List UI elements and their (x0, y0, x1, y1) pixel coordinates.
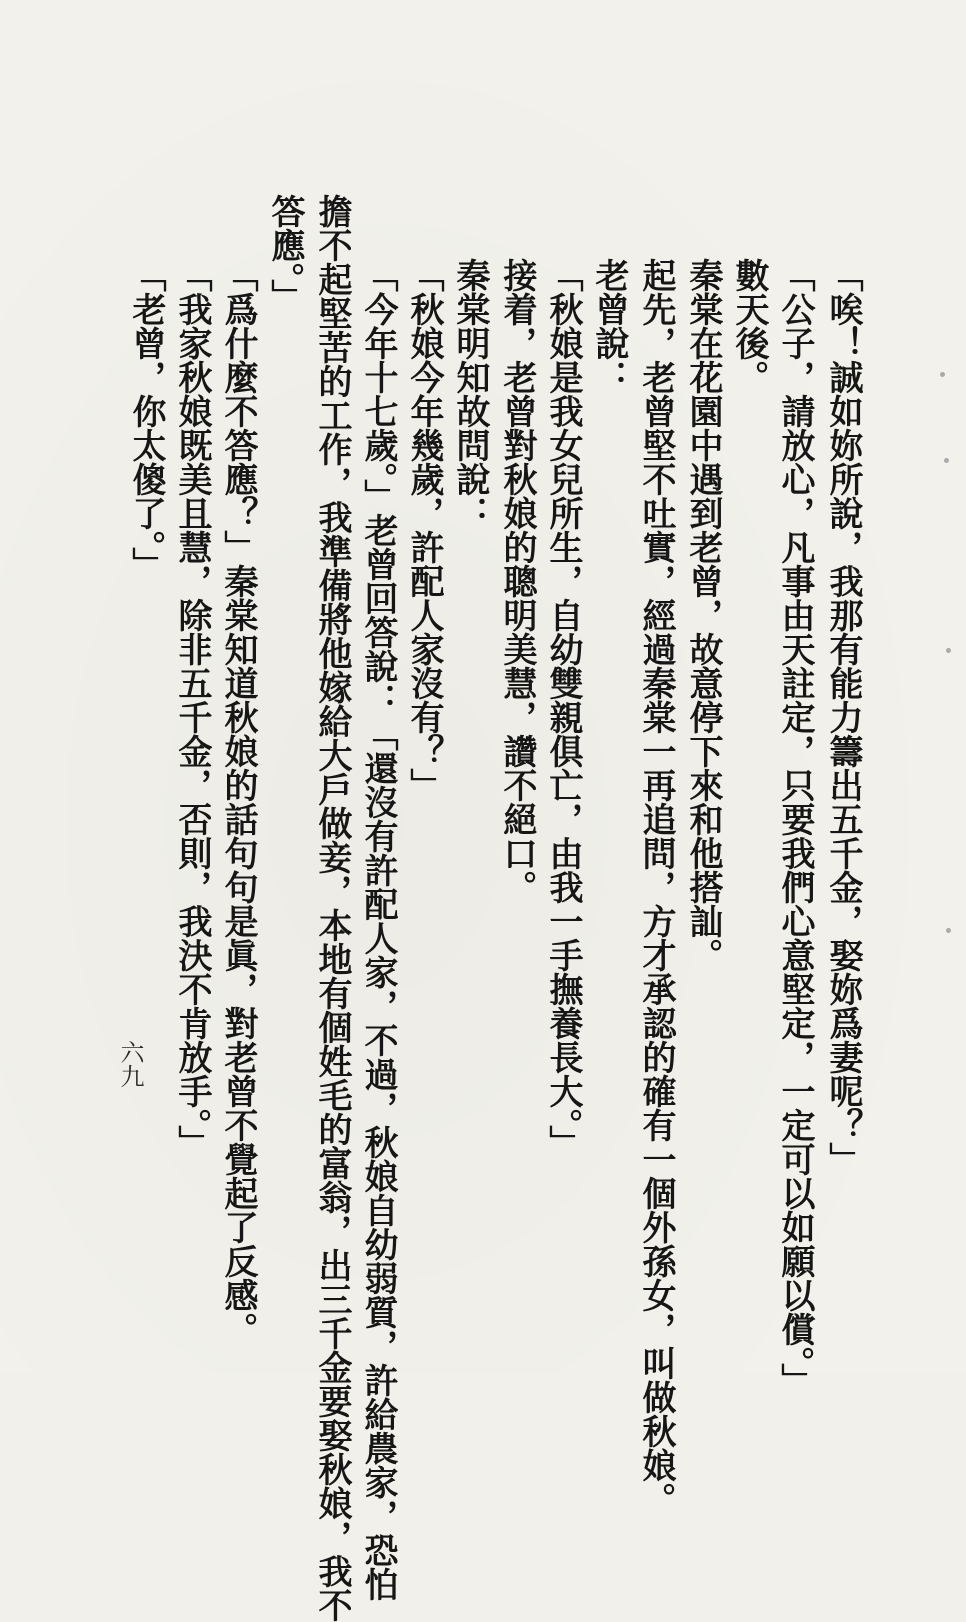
scan-speck (944, 458, 949, 463)
text-column-15: 「我家秋娘既美且慧，除非五千金，否則，我決不肯放手。」 (172, 258, 212, 1159)
text-column-7: 「秋娘是我女兒所生，自幼雙親俱亡，由我一手撫養長大。」 (543, 258, 583, 1159)
text-column-4: 秦棠在花園中遇到老曾，故意停下來和他搭訕。 (683, 258, 723, 972)
text-column-2: 「公子，請放心，凡事由天註定，只要我們心意堅定，一定可以如願以償。」 (775, 258, 815, 1397)
text-column-14: 「爲什麼不答應？」秦棠知道秋娘的話句句是眞，對老曾不覺起了反感。 (218, 258, 258, 1346)
text-column-3: 數天後。 (729, 258, 769, 394)
text-column-6: 老曾說： (589, 258, 629, 394)
text-column-1: 「唉！誠如妳所說，我那有能力籌出五千金，娶妳爲妻呢？」 (823, 258, 863, 1176)
text-column-5: 起先，老曾堅不吐實，經過秦棠一再追問，方才承認的確有一個外孫女，叫做秋娘。 (636, 258, 676, 1516)
scan-speck (946, 648, 951, 653)
text-column-8: 接着，老曾對秋娘的聰明美慧，讚不絕口。 (497, 258, 537, 904)
scan-speck (946, 928, 951, 933)
text-column-11: 「今年十七歲。」老曾回答說：「還沒有許配人家，不過，秋娘自幼弱質，許給農家，恐怕 (358, 258, 398, 1601)
text-column-10: 「秋娘今年幾歲，許配人家沒有？」 (404, 258, 444, 802)
text-column-16: 「老曾，你太傻了。」 (126, 258, 166, 581)
page-number: 六九 (116, 1040, 144, 1088)
text-column-9: 秦棠明知故問說： (450, 258, 490, 530)
text-column-12: 擔不起堅苦的工作，我準備將他嫁給大戶做妾，本地有個姓毛的富翁，出三千金要娶秋娘，我不 (312, 194, 352, 1622)
scan-speck (940, 372, 945, 377)
text-column-13: 答應。」 (265, 194, 305, 313)
